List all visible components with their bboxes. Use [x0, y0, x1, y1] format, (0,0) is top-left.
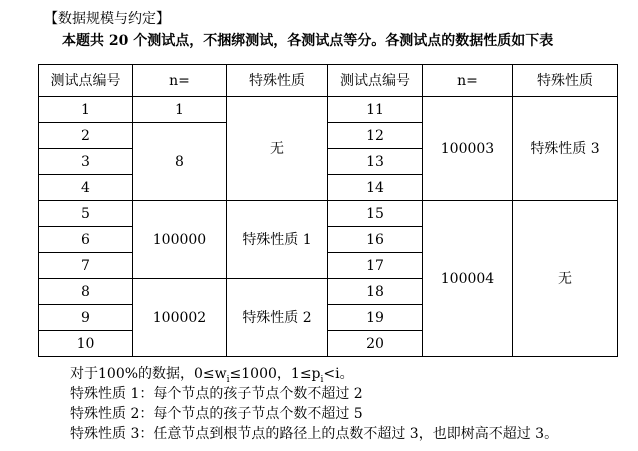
case-id-cell: 4	[39, 175, 133, 201]
property-3-note: 特殊性质 3：任意节点到根节点的路径上的点数不超过 3，也即树高不超过 3。	[70, 426, 559, 442]
n-cell: 100004	[423, 201, 513, 357]
col-header-case-id: 测试点编号	[328, 65, 423, 97]
col-header-n: n=	[133, 65, 227, 97]
col-header-case-id: 测试点编号	[39, 65, 133, 97]
col-header-property: 特殊性质	[513, 65, 618, 97]
col-header-n: n=	[423, 65, 513, 97]
property-cell: 无	[513, 201, 618, 357]
property-cell: 特殊性质 3	[513, 97, 618, 201]
case-id-cell: 1	[39, 97, 133, 123]
data-range-constraint: 对于100%的数据，$0\le w_i\le 1000$，$1\le p_i<i$。	[70, 366, 354, 385]
case-id-cell: 8	[39, 279, 133, 305]
case-id-cell: 14	[328, 175, 423, 201]
property-cell: 特殊性质 2	[227, 279, 328, 357]
case-id-cell: 12	[328, 123, 423, 149]
case-id-cell: 11	[328, 97, 423, 123]
case-id-cell: 20	[328, 331, 423, 357]
case-id-cell: 9	[39, 305, 133, 331]
case-id-cell: 19	[328, 305, 423, 331]
n-cell: 1	[133, 97, 227, 123]
case-id-cell: 2	[39, 123, 133, 149]
case-id-cell: 16	[328, 227, 423, 253]
n-cell: 100003	[423, 97, 513, 201]
table-header-row	[39, 65, 618, 97]
n-cell: 100000	[133, 201, 227, 279]
case-id-cell: 13	[328, 149, 423, 175]
case-id-cell: 5	[39, 201, 133, 227]
section-heading: 【数据规模与约定】	[44, 11, 170, 27]
table-row	[39, 201, 618, 227]
property-cell: 无	[227, 97, 328, 201]
property-2-note: 特殊性质 2：每个节点的孩子节点个数不超过 5	[70, 406, 363, 422]
property-1-note: 特殊性质 1：每个节点的孩子节点个数不超过 2	[70, 386, 363, 402]
test-case-table	[38, 64, 618, 357]
case-id-cell: 3	[39, 149, 133, 175]
table-row	[39, 97, 618, 123]
case-id-cell: 18	[328, 279, 423, 305]
case-id-cell: 10	[39, 331, 133, 357]
case-id-cell: 15	[328, 201, 423, 227]
case-id-cell: 7	[39, 253, 133, 279]
intro-text: 本题共 20 个测试点，不捆绑测试，各测试点等分。各测试点的数据性质如下表	[62, 33, 554, 49]
constraints-notes	[70, 364, 558, 444]
case-id-cell: 6	[39, 227, 133, 253]
col-header-property: 特殊性质	[227, 65, 328, 97]
n-cell: 100002	[133, 279, 227, 357]
n-cell: 8	[133, 123, 227, 201]
case-id-cell: 17	[328, 253, 423, 279]
property-cell: 特殊性质 1	[227, 201, 328, 279]
